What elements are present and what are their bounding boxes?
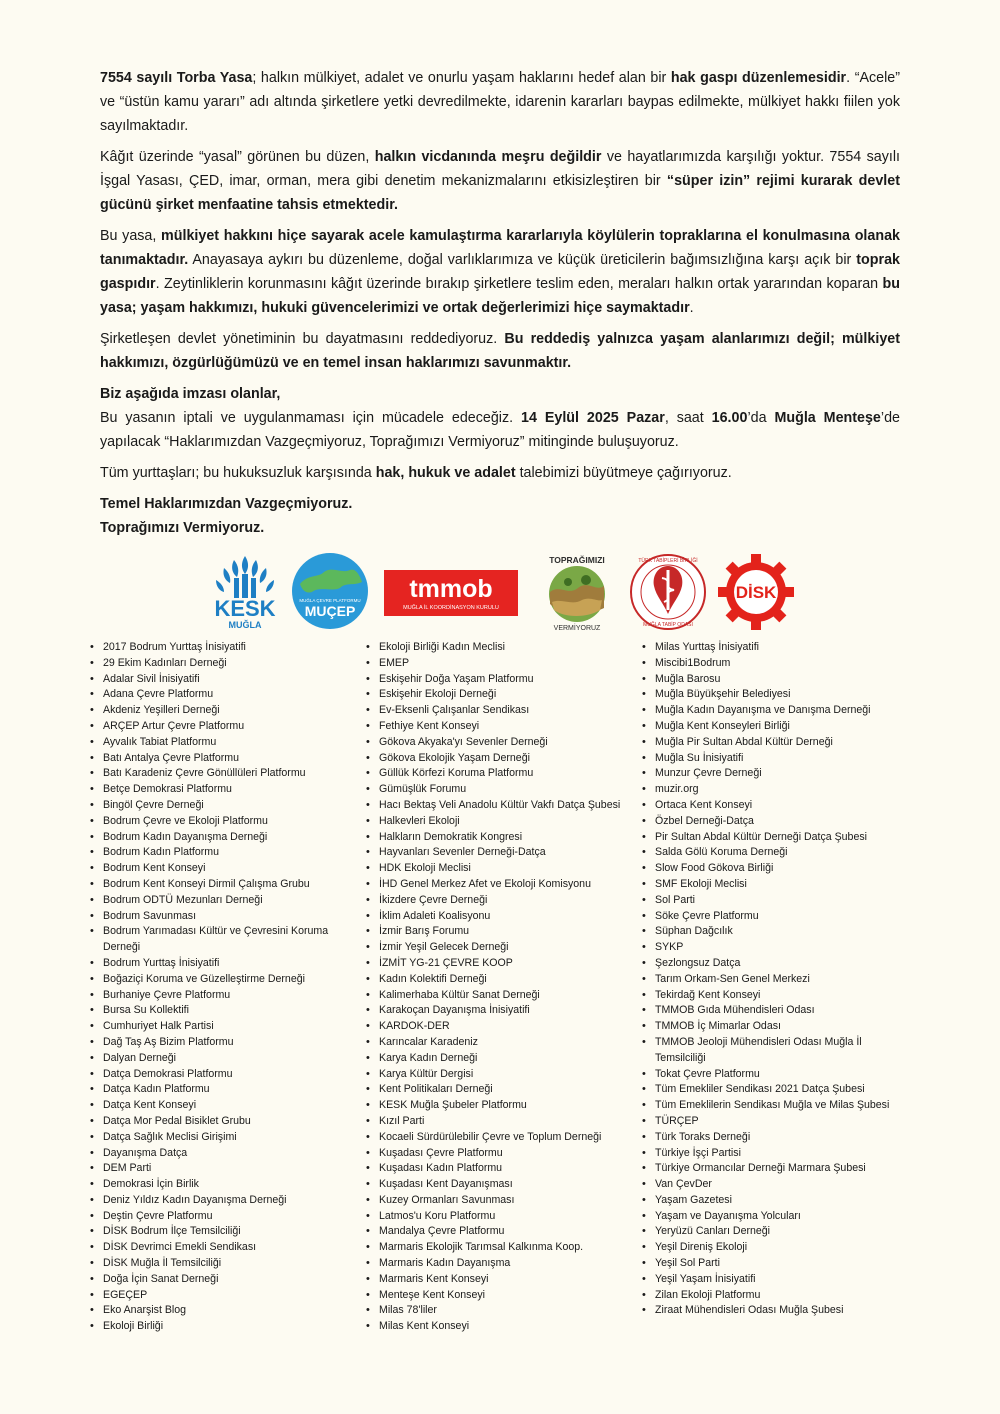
signatory-item: • Eko Anarşist Blog — [90, 1303, 366, 1319]
signatory-item: • Yaşam ve Dayanışma Yolcuları — [642, 1209, 910, 1225]
signatory-item: • Datça Kent Konseyi — [90, 1098, 366, 1114]
text-run: Şirketleşen devlet yönetiminin bu dayatmasını reddediyoruz. — [100, 331, 505, 347]
statement-paragraph — [100, 145, 900, 217]
signatory-item: • SMF Ekoloji Meclisi — [642, 877, 910, 893]
signatory-item: • Muğla Barosu — [642, 672, 910, 688]
signatory-item: • Türk Toraks Derneği — [642, 1130, 910, 1146]
signatory-item: • Tüm Emekliler Sendikası 2021 Datça Şubesi — [642, 1082, 910, 1098]
statement-paragraph — [100, 327, 900, 375]
signatory-item: • muzir.org — [642, 782, 910, 798]
bold-text: Biz aşağıda imzası olanlar, — [100, 386, 281, 402]
signatory-item: • Özbel Derneği-Datça — [642, 814, 910, 830]
signatory-item: • DİSK Bodrum İlçe Temsilciliği — [90, 1224, 366, 1240]
signatory-item: • Eskişehir Ekoloji Derneği — [366, 687, 642, 703]
signatory-item: • İzmir Barış Forumu — [366, 924, 642, 940]
text-run: Tüm yurttaşları; bu hukuksuzluk karşısında — [100, 465, 376, 481]
signatory-item: • KESK Muğla Şubeler Platformu — [366, 1098, 642, 1114]
signatory-item: • Muğla Kadın Dayanışma ve Danışma Derneği — [642, 703, 910, 719]
signatory-item: • Gümüşlük Forumu — [366, 782, 642, 798]
signatory-item: • Hayvanları Sevenler Derneği-Datça — [366, 845, 642, 861]
statement-paragraph — [100, 382, 900, 406]
signatory-item: • Kalimerhaba Kültür Sanat Derneği — [366, 988, 642, 1004]
signatory-item: • Latmos'u Koru Platformu — [366, 1209, 642, 1225]
signatory-item: • Pir Sultan Abdal Kültür Derneği Datça Şubesi — [642, 830, 910, 846]
signatory-item: • Kocaeli Sürdürülebilir Çevre ve Toplum Derneği — [366, 1130, 642, 1146]
signatory-item: • Tüm Emeklilerin Sendikası Muğla ve Milas Şubesi — [642, 1098, 910, 1114]
signatory-item: • Kadın Kolektifi Derneği — [366, 972, 642, 988]
signatory-item: • Muğla Büyükşehir Belediyesi — [642, 687, 910, 703]
signatory-item: • Datça Demokrasi Platformu — [90, 1067, 366, 1083]
signatory-item: • Ortaca Kent Konseyi — [642, 798, 910, 814]
bold-text: Muğla Menteşe — [774, 410, 881, 426]
signatory-item: • Deniz Yıldız Kadın Dayanışma Derneği — [90, 1193, 366, 1209]
signatory-item: • İklim Adaleti Koalisyonu — [366, 909, 642, 925]
signatory-item: • Datça Kadın Platformu — [90, 1082, 366, 1098]
signatory-item: • Dayanışma Datça — [90, 1146, 366, 1162]
signatory-item: • Yeşil Sol Parti — [642, 1256, 910, 1272]
signatory-item: • HDK Ekoloji Meclisi — [366, 861, 642, 877]
signatory-item: • Adana Çevre Platformu — [90, 687, 366, 703]
signatory-item: • Şezlongsuz Datça — [642, 956, 910, 972]
signatory-item: • TMMOB İç Mimarlar Odası — [642, 1019, 910, 1035]
text-run: . Zeytinliklerin korunmasını kâğıt üzerinde bırakıp şirketlere teslim eden, meraları halkın ortak yararından koparan — [155, 276, 883, 292]
text-run: Bu yasa, — [100, 228, 162, 244]
logo-row — [200, 552, 800, 634]
text-run: ve hayatlarımızda karşılığı yoktur. 7554 sayılı İşgal Yasası, ÇED, imar, orman, mera gibi denetim mekanizmalarını etkisizleştiren bir — [100, 149, 900, 189]
signatory-item: • Doğa İçin Sanat Derneği — [90, 1272, 366, 1288]
statement-paragraph — [100, 66, 900, 138]
bold-text: toprak gaspıdır — [100, 252, 900, 292]
tabip-logo — [628, 552, 708, 632]
tmmob-logo-sub: MUĞLA İL KOORDİNASYON KURULU — [403, 605, 499, 611]
signatory-item: • Yeşil Direniş Ekoloji — [642, 1240, 910, 1256]
signatory-item: • Gökova Ekolojik Yaşam Derneği — [366, 751, 642, 767]
signatory-item: • Süphan Dağcılık — [642, 924, 910, 940]
toprak-logo — [538, 552, 616, 632]
signatories-column-3 — [642, 640, 910, 1319]
signatory-item: • Cumhuriyet Halk Partisi — [90, 1019, 366, 1035]
signatory-item: • Bodrum Savunması — [90, 909, 366, 925]
signatory-item: • Kızıl Parti — [366, 1114, 642, 1130]
signatory-item: • ARÇEP Artur Çevre Platformu — [90, 719, 366, 735]
signatory-item: • Bodrum ODTÜ Mezunları Derneği — [90, 893, 366, 909]
bold-text: “süper izin” rejimi kurarak devlet gücünü şirket menfaatine tahsis etmektedir. — [100, 173, 900, 213]
signatory-item: • Akdeniz Yeşilleri Derneği — [90, 703, 366, 719]
text-run: Kâğıt üzerinde “yasal” görünen bu düzen, — [100, 149, 375, 165]
signatory-item: • SYKP — [642, 940, 910, 956]
signatory-item: • Sol Parti — [642, 893, 910, 909]
statement-text — [100, 66, 900, 547]
text-run: talebimizi büyütmeye çağırıyoruz. — [515, 465, 732, 481]
signatory-item: • Demokrasi İçin Birlik — [90, 1177, 366, 1193]
bold-text: 14 Eylül 2025 Pazar — [521, 410, 665, 426]
signatory-item: • Ev-Eksenli Çalışanlar Sendikası — [366, 703, 642, 719]
signatory-item: • Bodrum Çevre ve Ekoloji Platformu — [90, 814, 366, 830]
tabip-logo-ring: TÜRK TABİPLERİ BİRLİĞİ — [638, 558, 698, 564]
signatory-item: • Salda Gölü Koruma Derneği — [642, 845, 910, 861]
text-run: . — [689, 300, 694, 316]
signatory-item: • Bodrum Kadın Dayanışma Derneği — [90, 830, 366, 846]
signatory-item: • Yaşam Gazetesi — [642, 1193, 910, 1209]
text-run: Anayasaya aykırı bu düzenleme, doğal varlıklarımıza ve küçük üreticilerin bağımsızlığına karşı açık bir — [188, 252, 857, 268]
signatory-item: • Tekirdağ Kent Konseyi — [642, 988, 910, 1004]
signatory-item: • Yeşil Yaşam İnisiyatifi — [642, 1272, 910, 1288]
signatory-item: • KARDOK-DER — [366, 1019, 642, 1035]
bold-text: halkın vicdanında meşru değildir — [374, 149, 602, 165]
signatory-item: • İHD Genel Merkez Afet ve Ekoloji Komisyonu — [366, 877, 642, 893]
signatory-item: • Söke Çevre Platformu — [642, 909, 910, 925]
signatory-item: • İkizdere Çevre Derneği — [366, 893, 642, 909]
signatory-item: • Tarım Orkam-Sen Genel Merkezi — [642, 972, 910, 988]
tmmob-logo-main: tmmob — [409, 575, 493, 603]
signatory-item: • Tokat Çevre Platformu — [642, 1067, 910, 1083]
bold-text: mülkiyet hakkını hiçe sayarak acele kamulaştırma kararlarıyla köylülerin topraklarına el konulmasına olanak tanımaktadır. — [100, 228, 900, 268]
bold-text: 16.00 — [711, 410, 748, 426]
statement-paragraph — [100, 406, 900, 454]
tabip-logo-bottom: MUĞLA TABİP ODASI — [643, 622, 693, 628]
signatory-item: • Bodrum Kadın Platformu — [90, 845, 366, 861]
signatory-item: • DİSK Devrimci Emekli Sendikası — [90, 1240, 366, 1256]
signatory-item: • Batı Karadeniz Çevre Gönüllüleri Platformu — [90, 766, 366, 782]
signatory-item: • Bodrum Yurttaş İnisiyatifi — [90, 956, 366, 972]
signatory-item: • Karakoçan Dayanışma İnisiyatifi — [366, 1003, 642, 1019]
signatory-item: • Muğla Pir Sultan Abdal Kültür Derneği — [642, 735, 910, 751]
signatory-item: • Kuşadası Çevre Platformu — [366, 1146, 642, 1162]
signatory-item: • Datça Mor Pedal Bisiklet Grubu — [90, 1114, 366, 1130]
signatory-item: • Van ÇevDer — [642, 1177, 910, 1193]
signatory-item: • Kuşadası Kent Dayanışması — [366, 1177, 642, 1193]
statement-paragraph — [100, 461, 900, 485]
disk-logo — [716, 552, 796, 632]
signatory-item: • Slow Food Gökova Birliği — [642, 861, 910, 877]
bold-text: Bu reddediş yalnızca yaşam alanlarımızı değil; mülkiyet hakkımızı, özgürlüğümüzü ve en temel insan haklarımızı savunmaktır. — [100, 331, 900, 371]
signatory-item: • Milas Yurttaş İnisiyatifi — [642, 640, 910, 656]
signatory-item: • Bodrum Yarımadası Kültür ve Çevresini Koruma Derneği — [90, 924, 366, 956]
signatory-item: • Mandalya Çevre Platformu — [366, 1224, 642, 1240]
signatory-item: • Marmaris Ekolojik Tarımsal Kalkınma Koop. — [366, 1240, 642, 1256]
tmmob-logo — [384, 570, 518, 616]
statement-paragraph — [100, 224, 900, 320]
signatory-item: • 2017 Bodrum Yurttaş İnisiyatifi — [90, 640, 366, 656]
signatory-item: • Dalyan Derneği — [90, 1051, 366, 1067]
signatory-item: • Boğaziçi Koruma ve Güzelleştirme Derneği — [90, 972, 366, 988]
bold-text: Temel Haklarımızdan Vazgeçmiyoruz. — [100, 496, 353, 512]
signatory-item: • Bingöl Çevre Derneği — [90, 798, 366, 814]
kesk-logo-main: KESK — [214, 596, 276, 621]
signatory-item: • Kuzey Ormanları Savunması — [366, 1193, 642, 1209]
text-run: ’de yapılacak “Haklarımızdan Vazgeçmiyoruz, Toprağımızı Vermiyoruz” mitinginde buluşuyoruz. — [100, 410, 900, 450]
toprak-logo-top: TOPRAĞIMIZI — [549, 555, 605, 565]
signatory-item: • TÜRÇEP — [642, 1114, 910, 1130]
text-run: ’da — [747, 410, 775, 426]
signatory-item: • Bodrum Kent Konseyi — [90, 861, 366, 877]
signatory-item: • Karya Kadın Derneği — [366, 1051, 642, 1067]
signatory-item: • Ekoloji Birliği Kadın Meclisi — [366, 640, 642, 656]
bold-text: Toprağımızı Vermiyoruz. — [100, 520, 265, 536]
signatory-item: • Milas 78'liler — [366, 1303, 642, 1319]
signatory-item: • Betçe Demokrasi Platformu — [90, 782, 366, 798]
signatory-item: • Fethiye Kent Konseyi — [366, 719, 642, 735]
bold-text: 7554 sayılı Torba Yasa — [100, 70, 253, 86]
signatory-item: • Kent Politikaları Derneği — [366, 1082, 642, 1098]
signatory-item: • Gökova Akyaka'yı Sevenler Derneği — [366, 735, 642, 751]
signatory-item: • Adalar Sivil İnisiyatifi — [90, 672, 366, 688]
statement-paragraph — [100, 516, 900, 540]
signatory-item: • Eskişehir Doğa Yaşam Platformu — [366, 672, 642, 688]
signatory-item: • Hacı Bektaş Veli Anadolu Kültür Vakfı Datça Şubesi — [366, 798, 642, 814]
signatory-item: • Ayvalık Tabiat Platformu — [90, 735, 366, 751]
signatory-item: • Güllük Körfezi Koruma Platformu — [366, 766, 642, 782]
signatory-item: • DEM Parti — [90, 1161, 366, 1177]
signatory-item: • Kuşadası Kadın Platformu — [366, 1161, 642, 1177]
statement-paragraph — [100, 492, 900, 516]
signatory-item: • Zilan Ekoloji Platformu — [642, 1288, 910, 1304]
signatory-item: • Milas Kent Konseyi — [366, 1319, 642, 1335]
signatory-item: • Halkların Demokratik Kongresi — [366, 830, 642, 846]
signatory-item: • Miscibi1Bodrum — [642, 656, 910, 672]
signatory-item: • Marmaris Kent Konseyi — [366, 1272, 642, 1288]
signatory-item: • Burhaniye Çevre Platformu — [90, 988, 366, 1004]
mucep-logo — [290, 552, 370, 630]
signatory-item: • Karya Kültür Dergisi — [366, 1067, 642, 1083]
signatory-item: • Munzur Çevre Derneği — [642, 766, 910, 782]
disk-logo-main: DİSK — [735, 583, 777, 602]
signatory-item: • 29 Ekim Kadınları Derneği — [90, 656, 366, 672]
signatory-item: • İzmir Yeşil Gelecek Derneği — [366, 940, 642, 956]
mucep-logo-sub: MUĞLA ÇEVRE PLATFORMU — [299, 598, 361, 603]
signatory-item: • Yeryüzü Canları Derneği — [642, 1224, 910, 1240]
signatory-item: • TMMOB Gıda Mühendisleri Odası — [642, 1003, 910, 1019]
signatory-item: • Datça Sağlık Meclisi Girişimi — [90, 1130, 366, 1146]
text-run: , saat — [664, 410, 712, 426]
kesk-logo — [204, 552, 286, 630]
text-run: ; halkın mülkiyet, adalet ve onurlu yaşam haklarını hedef alan bir — [252, 70, 671, 86]
toprak-logo-bottom: VERMİYORUZ — [553, 625, 601, 632]
signatory-item: • Türkiye Ormancılar Derneği Marmara Şubesi — [642, 1161, 910, 1177]
signatory-item: • Ziraat Mühendisleri Odası Muğla Şubesi — [642, 1303, 910, 1319]
signatory-item: • Ekoloji Birliği — [90, 1319, 366, 1335]
mucep-logo-main: MUÇEP — [304, 603, 356, 619]
signatory-item: • Dağ Taş Aş Bizim Platformu — [90, 1035, 366, 1051]
signatories-column-2 — [366, 640, 642, 1335]
signatory-item: • DİSK Muğla İl Temsilciliği — [90, 1256, 366, 1272]
text-run: . “Acele” ve “üstün kamu yararı” adı altında şirketlere yetki devredilmekte, idarenin kararları baypas edilmekte, mülkiyet hakkı fiilen yok sayılmaktadır. — [100, 70, 900, 134]
signatory-item: • Muğla Su İnisiyatifi — [642, 751, 910, 767]
signatory-item: • EGEÇEP — [90, 1288, 366, 1304]
signatory-item: • Türkiye İşçi Partisi — [642, 1146, 910, 1162]
bold-text: hak gaspı düzenlemesidir — [670, 70, 847, 86]
signatory-item: • Halkevleri Ekoloji — [366, 814, 642, 830]
signatory-item: • Muğla Kent Konseyleri Birliği — [642, 719, 910, 735]
signatory-item: • Karıncalar Karadeniz — [366, 1035, 642, 1051]
signatory-item: • Deştin Çevre Platformu — [90, 1209, 366, 1225]
kesk-logo-sub: MUĞLA — [228, 620, 262, 630]
signatory-item: • İZMİT YG-21 ÇEVRE KOOP — [366, 956, 642, 972]
text-run: Bu yasanın iptali ve uygulanmaması için mücadele edeceğiz. — [100, 410, 522, 426]
bold-text: hak, hukuk ve adalet — [375, 465, 516, 481]
signatory-item: • Bursa Su Kollektifi — [90, 1003, 366, 1019]
signatory-item: • EMEP — [366, 656, 642, 672]
signatory-item: • TMMOB Jeoloji Mühendisleri Odası Muğla İl Temsilciliği — [642, 1035, 910, 1067]
signatory-item: • Bodrum Kent Konseyi Dirmil Çalışma Grubu — [90, 877, 366, 893]
bold-text: bu yasa; yaşam hakkımızı, hukuki güvencelerimizi ve ortak değerlerimizi hiçe saymaktadır — [100, 276, 900, 316]
signatory-item: • Menteşe Kent Konseyi — [366, 1288, 642, 1304]
signatory-item: • Batı Antalya Çevre Platformu — [90, 751, 366, 767]
signatories-column-1 — [90, 640, 366, 1335]
signatory-item: • Marmaris Kadın Dayanışma — [366, 1256, 642, 1272]
